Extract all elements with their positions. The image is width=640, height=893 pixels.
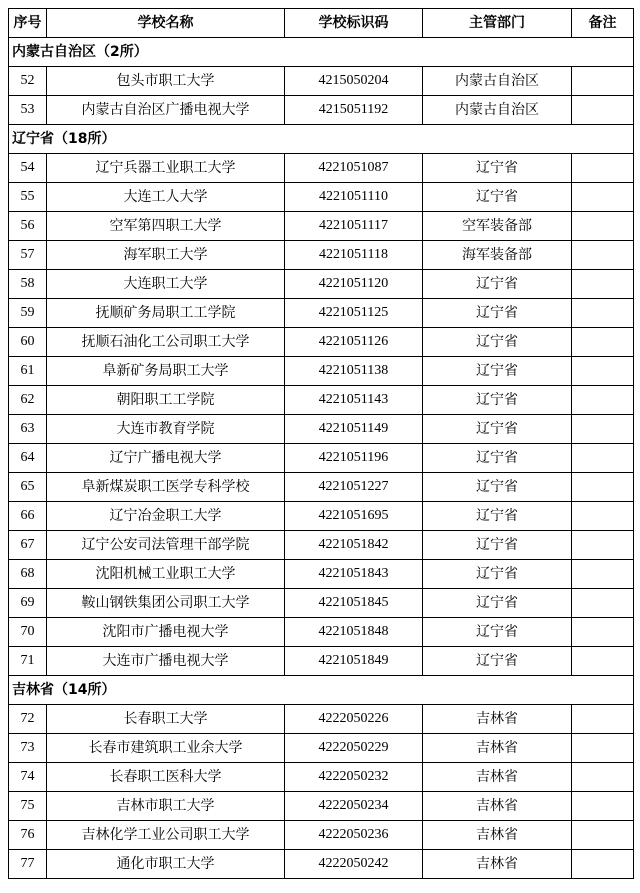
table-row bbox=[9, 618, 634, 647]
cell-school-name: 朝阳职工工学院 bbox=[47, 386, 285, 415]
table-row bbox=[9, 67, 634, 96]
cell-remarks bbox=[572, 357, 634, 386]
table-row bbox=[9, 734, 634, 763]
cell-school-code: 4221051845 bbox=[285, 589, 423, 618]
cell-school-code: 4221051120 bbox=[285, 270, 423, 299]
cell-remarks bbox=[572, 531, 634, 560]
cell-school-code: 4221051126 bbox=[285, 328, 423, 357]
cell-department: 辽宁省 bbox=[423, 154, 572, 183]
cell-department: 吉林省 bbox=[423, 850, 572, 879]
cell-department: 辽宁省 bbox=[423, 386, 572, 415]
cell-school-name: 吉林市职工大学 bbox=[47, 792, 285, 821]
cell-school-name: 鞍山钢铁集团公司职工大学 bbox=[47, 589, 285, 618]
cell-index: 72 bbox=[9, 705, 47, 734]
table-row bbox=[9, 299, 634, 328]
cell-school-code: 4221051118 bbox=[285, 241, 423, 270]
cell-school-name: 辽宁广播电视大学 bbox=[47, 444, 285, 473]
cell-department: 辽宁省 bbox=[423, 328, 572, 357]
cell-department: 辽宁省 bbox=[423, 415, 572, 444]
cell-index: 76 bbox=[9, 821, 47, 850]
cell-index: 55 bbox=[9, 183, 47, 212]
cell-school-name: 抚顺石油化工公司职工大学 bbox=[47, 328, 285, 357]
header-department: 主管部门 bbox=[423, 9, 572, 38]
table-row bbox=[9, 241, 634, 270]
table-row bbox=[9, 183, 634, 212]
table-row bbox=[9, 792, 634, 821]
cell-remarks bbox=[572, 647, 634, 676]
cell-department: 辽宁省 bbox=[423, 270, 572, 299]
table-row bbox=[9, 763, 634, 792]
cell-index: 69 bbox=[9, 589, 47, 618]
table-row bbox=[9, 531, 634, 560]
cell-school-code: 4221051227 bbox=[285, 473, 423, 502]
cell-school-name: 长春市建筑职工业余大学 bbox=[47, 734, 285, 763]
cell-school-code: 4215050204 bbox=[285, 67, 423, 96]
header-row bbox=[9, 9, 634, 38]
table-row bbox=[9, 270, 634, 299]
cell-department: 吉林省 bbox=[423, 734, 572, 763]
header-school-code: 学校标识码 bbox=[285, 9, 423, 38]
cell-department: 辽宁省 bbox=[423, 647, 572, 676]
cell-school-code: 4221051849 bbox=[285, 647, 423, 676]
cell-school-name: 大连市广播电视大学 bbox=[47, 647, 285, 676]
cell-school-name: 辽宁冶金职工大学 bbox=[47, 502, 285, 531]
cell-school-code: 4221051843 bbox=[285, 560, 423, 589]
cell-school-code: 4215051192 bbox=[285, 96, 423, 125]
section-row bbox=[9, 676, 634, 705]
cell-school-name: 吉林化学工业公司职工大学 bbox=[47, 821, 285, 850]
table-row bbox=[9, 96, 634, 125]
cell-index: 67 bbox=[9, 531, 47, 560]
cell-index: 54 bbox=[9, 154, 47, 183]
cell-department: 海军装备部 bbox=[423, 241, 572, 270]
table-row bbox=[9, 357, 634, 386]
header-school-name: 学校名称 bbox=[47, 9, 285, 38]
cell-school-code: 4221051110 bbox=[285, 183, 423, 212]
cell-school-code: 4221051196 bbox=[285, 444, 423, 473]
cell-department: 辽宁省 bbox=[423, 473, 572, 502]
cell-school-name: 大连工人大学 bbox=[47, 183, 285, 212]
cell-department: 辽宁省 bbox=[423, 444, 572, 473]
table-body bbox=[9, 38, 634, 879]
cell-remarks bbox=[572, 183, 634, 212]
cell-index: 70 bbox=[9, 618, 47, 647]
cell-remarks bbox=[572, 154, 634, 183]
cell-school-name: 沈阳市广播电视大学 bbox=[47, 618, 285, 647]
cell-remarks bbox=[572, 618, 634, 647]
cell-school-name: 阜新矿务局职工大学 bbox=[47, 357, 285, 386]
section-title: 吉林省（14所） bbox=[9, 676, 634, 705]
cell-index: 59 bbox=[9, 299, 47, 328]
cell-department: 吉林省 bbox=[423, 705, 572, 734]
cell-remarks bbox=[572, 67, 634, 96]
cell-school-name: 沈阳机械工业职工大学 bbox=[47, 560, 285, 589]
cell-index: 63 bbox=[9, 415, 47, 444]
table-row bbox=[9, 328, 634, 357]
cell-remarks bbox=[572, 386, 634, 415]
cell-index: 57 bbox=[9, 241, 47, 270]
table-row bbox=[9, 705, 634, 734]
cell-department: 吉林省 bbox=[423, 792, 572, 821]
cell-department: 辽宁省 bbox=[423, 618, 572, 647]
cell-remarks bbox=[572, 444, 634, 473]
cell-index: 58 bbox=[9, 270, 47, 299]
cell-department: 辽宁省 bbox=[423, 589, 572, 618]
cell-index: 75 bbox=[9, 792, 47, 821]
cell-remarks bbox=[572, 734, 634, 763]
cell-school-code: 4221051695 bbox=[285, 502, 423, 531]
cell-index: 60 bbox=[9, 328, 47, 357]
cell-remarks bbox=[572, 589, 634, 618]
table-row bbox=[9, 850, 634, 879]
cell-remarks bbox=[572, 502, 634, 531]
cell-index: 73 bbox=[9, 734, 47, 763]
table-row bbox=[9, 821, 634, 850]
school-list-table bbox=[8, 8, 634, 879]
table-row bbox=[9, 444, 634, 473]
cell-school-name: 包头市职工大学 bbox=[47, 67, 285, 96]
cell-index: 52 bbox=[9, 67, 47, 96]
table-row bbox=[9, 386, 634, 415]
table-row bbox=[9, 415, 634, 444]
section-row bbox=[9, 38, 634, 67]
cell-school-name: 海军职工大学 bbox=[47, 241, 285, 270]
cell-department: 辽宁省 bbox=[423, 299, 572, 328]
cell-school-code: 4222050229 bbox=[285, 734, 423, 763]
cell-school-name: 空军第四职工大学 bbox=[47, 212, 285, 241]
cell-department: 吉林省 bbox=[423, 763, 572, 792]
cell-department: 辽宁省 bbox=[423, 357, 572, 386]
cell-department: 空军装备部 bbox=[423, 212, 572, 241]
cell-school-code: 4222050236 bbox=[285, 821, 423, 850]
cell-school-name: 通化市职工大学 bbox=[47, 850, 285, 879]
cell-index: 74 bbox=[9, 763, 47, 792]
cell-school-name: 阜新煤炭职工医学专科学校 bbox=[47, 473, 285, 502]
cell-school-code: 4221051125 bbox=[285, 299, 423, 328]
cell-remarks bbox=[572, 212, 634, 241]
cell-school-code: 4222050226 bbox=[285, 705, 423, 734]
cell-remarks bbox=[572, 415, 634, 444]
cell-school-code: 4221051848 bbox=[285, 618, 423, 647]
header-remarks: 备注 bbox=[572, 9, 634, 38]
cell-index: 53 bbox=[9, 96, 47, 125]
cell-school-name: 辽宁兵器工业职工大学 bbox=[47, 154, 285, 183]
cell-remarks bbox=[572, 850, 634, 879]
cell-school-code: 4221051149 bbox=[285, 415, 423, 444]
cell-index: 77 bbox=[9, 850, 47, 879]
cell-school-code: 4221051842 bbox=[285, 531, 423, 560]
cell-remarks bbox=[572, 821, 634, 850]
cell-index: 66 bbox=[9, 502, 47, 531]
cell-index: 62 bbox=[9, 386, 47, 415]
header-index: 序号 bbox=[9, 9, 47, 38]
cell-school-code: 4222050242 bbox=[285, 850, 423, 879]
cell-index: 56 bbox=[9, 212, 47, 241]
cell-school-code: 4222050232 bbox=[285, 763, 423, 792]
table-row bbox=[9, 647, 634, 676]
cell-department: 内蒙古自治区 bbox=[423, 67, 572, 96]
cell-school-name: 内蒙古自治区广播电视大学 bbox=[47, 96, 285, 125]
cell-school-name: 辽宁公安司法管理干部学院 bbox=[47, 531, 285, 560]
cell-school-name: 大连职工大学 bbox=[47, 270, 285, 299]
cell-school-name: 抚顺矿务局职工工学院 bbox=[47, 299, 285, 328]
cell-department: 辽宁省 bbox=[423, 531, 572, 560]
table-row bbox=[9, 560, 634, 589]
cell-remarks bbox=[572, 270, 634, 299]
cell-remarks bbox=[572, 328, 634, 357]
cell-department: 内蒙古自治区 bbox=[423, 96, 572, 125]
cell-remarks bbox=[572, 560, 634, 589]
table-row bbox=[9, 154, 634, 183]
table-row bbox=[9, 473, 634, 502]
table-row bbox=[9, 589, 634, 618]
cell-remarks bbox=[572, 96, 634, 125]
cell-remarks bbox=[572, 763, 634, 792]
cell-index: 61 bbox=[9, 357, 47, 386]
cell-remarks bbox=[572, 473, 634, 502]
cell-school-code: 4221051117 bbox=[285, 212, 423, 241]
table-row bbox=[9, 212, 634, 241]
cell-school-name: 大连市教育学院 bbox=[47, 415, 285, 444]
cell-department: 吉林省 bbox=[423, 821, 572, 850]
table-row bbox=[9, 502, 634, 531]
cell-department: 辽宁省 bbox=[423, 183, 572, 212]
cell-department: 辽宁省 bbox=[423, 502, 572, 531]
cell-department: 辽宁省 bbox=[423, 560, 572, 589]
cell-remarks bbox=[572, 241, 634, 270]
section-row bbox=[9, 125, 634, 154]
cell-school-code: 4221051138 bbox=[285, 357, 423, 386]
cell-index: 71 bbox=[9, 647, 47, 676]
cell-remarks bbox=[572, 705, 634, 734]
section-title: 内蒙古自治区（2所） bbox=[9, 38, 634, 67]
cell-school-code: 4222050234 bbox=[285, 792, 423, 821]
cell-index: 64 bbox=[9, 444, 47, 473]
cell-index: 65 bbox=[9, 473, 47, 502]
cell-school-name: 长春职工大学 bbox=[47, 705, 285, 734]
cell-index: 68 bbox=[9, 560, 47, 589]
cell-remarks bbox=[572, 792, 634, 821]
cell-remarks bbox=[572, 299, 634, 328]
cell-school-name: 长春职工医科大学 bbox=[47, 763, 285, 792]
section-title: 辽宁省（18所） bbox=[9, 125, 634, 154]
cell-school-code: 4221051143 bbox=[285, 386, 423, 415]
cell-school-code: 4221051087 bbox=[285, 154, 423, 183]
